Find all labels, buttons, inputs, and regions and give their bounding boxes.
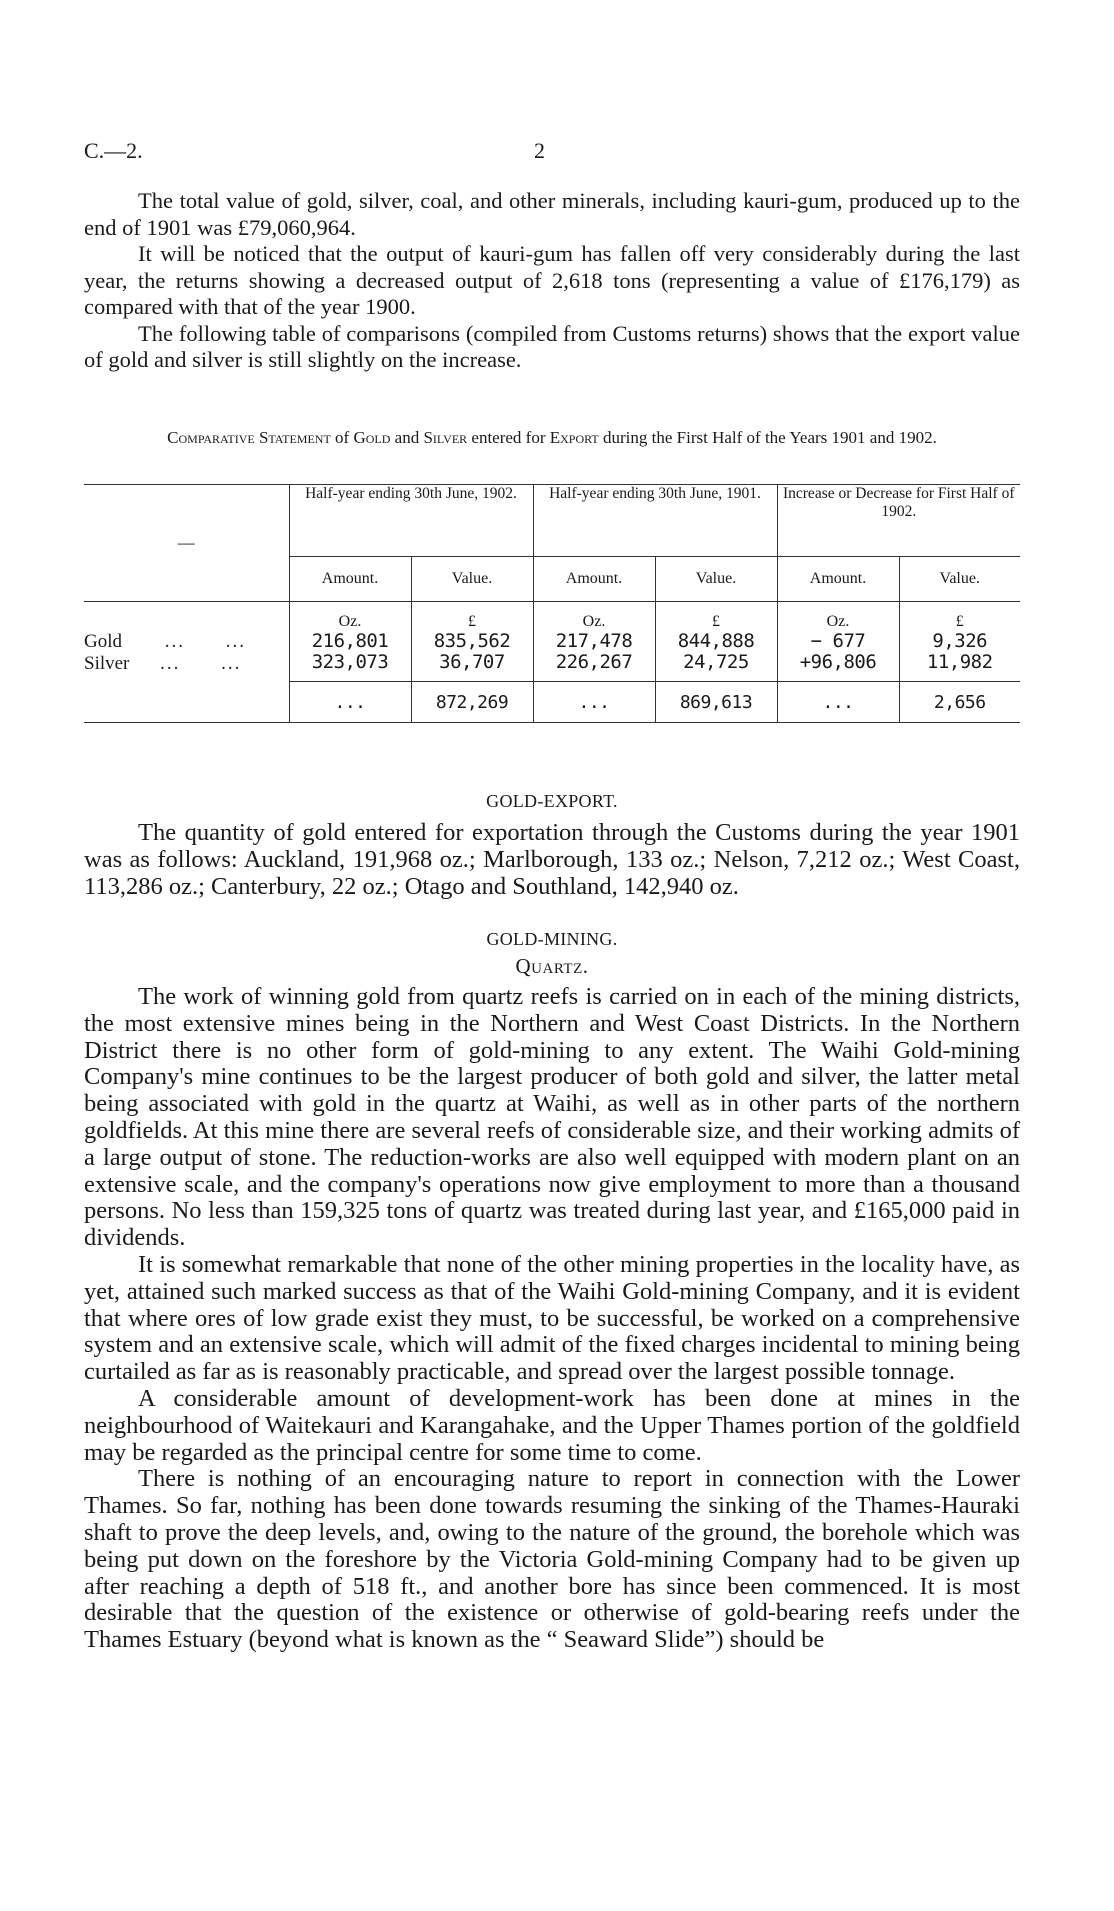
paragraph-lower-thames: There is nothing of an encouraging nature to report in connection with the Lower Thames. So far, nothing has been done towards resuming the sinking of the Thames-Hauraki shaft to prove the deep levels, and, owing to the nature of the ground, the borehole which was being put down on the foreshore by the Victoria Gold-mining Company had to be given up after reaching a depth of 518 ft., and another bore has since been commenced. It is most desirable that the question of the existence or otherwise of gold-bearing reefs under the Thames Estuary (beyond what is known as the “ Seaward Slide”) should be xyxy=(84,1465,1020,1654)
comparison-table xyxy=(84,484,1020,723)
subheader-value-1902: Value. xyxy=(411,557,533,602)
total-amount-1901: ... xyxy=(533,682,655,723)
subheader-amount-difference: Amount. xyxy=(777,557,899,602)
subheader-amount-1901: Amount. xyxy=(533,557,655,602)
silver-amount-1901: 226,267 xyxy=(533,652,655,682)
unit-pound: £ xyxy=(655,602,777,632)
paragraph-quartz-reefs: The work of winning gold from quartz reefs is carried on in each of the mining districts, the most extensive mines being in the Northern and West Coast Districts. In the Northern District there is no other form of gold-mining to any extent. The Waihi Gold-mining Company's mine continues to be the largest producer of both gold and silver, the latter metal being associated with gold in the quartz at Waihi, as well as in other parts of the northern goldfields. At this mine there are several reefs of considerable size, and their working admits of a large output of stone. The reduction-works are also well equipped with modern plant on an extensive scale, and the company's operations now give employment to more than a thousand persons. No less than 159,325 tons of quartz was treated during last year, and £165,000 paid in dividends. xyxy=(84,983,1020,1252)
unit-oz: Oz. xyxy=(533,602,655,632)
silver-amount-1902: 323,073 xyxy=(289,652,411,682)
subheader-value-1901: Value. xyxy=(655,557,777,602)
row-label-silver: Silver ... ... xyxy=(84,652,242,674)
page-header xyxy=(84,138,1004,168)
unit-pound: £ xyxy=(899,602,1020,632)
paragraph-gold-export: The quantity of gold entered for exportation through the Customs during the year 1901 was as follows: Auckland, 191,968 oz.; Marlborough, 133 oz.; Nelson, 7,212 oz.; West Coast, 113,286 oz.; Canterbury, 22 oz.; Otago and Southland, 142,940 oz. xyxy=(84,819,1020,900)
unit-oz: Oz. xyxy=(289,602,411,632)
total-amount-1902: ... xyxy=(289,682,411,723)
subheader-value-difference: Value. xyxy=(899,557,1020,602)
silver-amount-difference: +96,806 xyxy=(777,652,899,682)
gold-value-1901: 844,888 xyxy=(655,631,777,652)
heading-gold-mining: GOLD-MINING. xyxy=(486,929,618,949)
gold-amount-difference: − 677 xyxy=(777,631,899,652)
table-corner: — xyxy=(177,533,195,552)
group-header-1901: Half-year ending 30th June, 1901. xyxy=(533,485,777,557)
paragraph-waihi-success: It is somewhat remarkable that none of the other mining properties in the locality have, as yet, attained such marked success as that of the Waihi Gold-mining Company, and it is evident that where ores of low grade exist they must, to be successful, be worked on a comprehensive system and an extensive scale, which will admit of the fixed charges incidental to mining being curtailed as far as is reasonably practicable, and spread over the largest possible tonnage. xyxy=(84,1250,1020,1386)
subheader-amount-1902: Amount. xyxy=(289,557,411,602)
silver-value-difference: 11,982 xyxy=(899,652,1020,682)
silver-value-1902: 36,707 xyxy=(411,652,533,682)
subheading-quartz: Quartz. xyxy=(515,954,589,978)
silver-value-1901: 24,725 xyxy=(655,652,777,682)
intro-section xyxy=(84,188,1020,374)
row-label-gold: Gold ... ... xyxy=(84,631,246,652)
page-number: 2 xyxy=(534,138,545,163)
total-value-1901: 869,613 xyxy=(655,682,777,723)
paragraph-total-value: The total value of gold, silver, coal, and other minerals, including kauri-gum, produced up to the end of 1901 was £79,060,964. xyxy=(84,188,1020,240)
table-row xyxy=(84,631,1020,652)
gold-export-section xyxy=(84,790,1020,900)
paragraph-kauri-gum: It will be noticed that the output of kauri-gum has fallen off very considerably during the last year, the returns showing a decreased output of 2,618 tons (representing a value of £176,179) as compared with that of the year 1900. xyxy=(84,241,1020,319)
unit-pound: £ xyxy=(411,602,533,632)
total-value-1902: 872,269 xyxy=(411,682,533,723)
group-header-1902: Half-year ending 30th June, 1902. xyxy=(289,485,533,557)
paragraph-development-work: A considerable amount of development-work has been done at mines in the neighbourhood of Waitekauri and Karangahake, and the Upper Thames portion of the goldfield may be regarded as the principal centre for some time to come. xyxy=(84,1384,1020,1466)
table-caption: Comparative Statement of Gold and Silver entered for Export during the First Half of the Years 1901 and 1902. xyxy=(167,428,937,447)
total-value-difference: 2,656 xyxy=(899,682,1020,723)
heading-gold-export: GOLD-EXPORT. xyxy=(486,791,618,811)
gold-mining-section xyxy=(84,928,1020,1654)
unit-oz: Oz. xyxy=(777,602,899,632)
document-reference: C.—2. xyxy=(84,138,143,163)
table-totals-row xyxy=(84,682,1020,723)
gold-amount-1901: 217,478 xyxy=(533,631,655,652)
paragraph-comparisons: The following table of comparisons (compiled from Customs returns) shows that the export value of gold and silver is still slightly on the increase. xyxy=(84,320,1020,372)
gold-amount-1902: 216,801 xyxy=(289,631,411,652)
table-row xyxy=(84,652,1020,682)
total-amount-difference: ... xyxy=(777,682,899,723)
gold-value-difference: 9,326 xyxy=(899,631,1020,652)
gold-value-1902: 835,562 xyxy=(411,631,533,652)
group-header-difference: Increase or Decrease for First Half of 1902. xyxy=(777,485,1020,557)
